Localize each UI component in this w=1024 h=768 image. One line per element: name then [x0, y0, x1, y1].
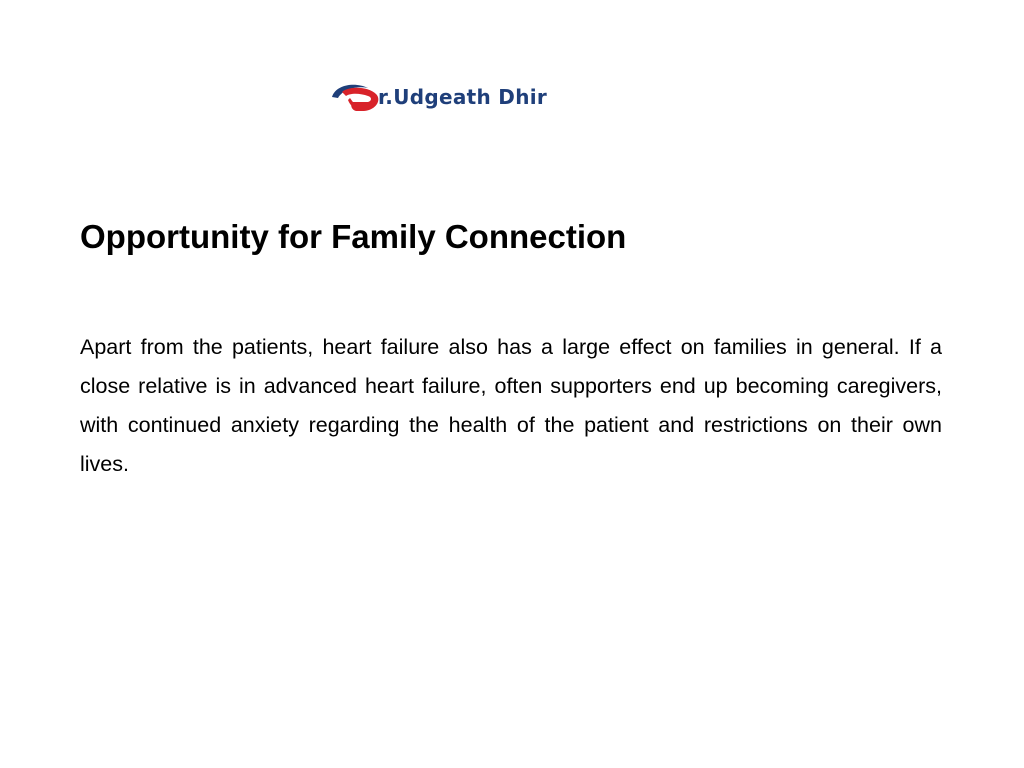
slide-body-text: Apart from the patients, heart failure also has a large effect on families in general. If a close relative is in advanced heart failure, often supporters end up becoming caregivers, with continued anxiety regarding the health of the patient and restrictions on their own lives.	[80, 335, 942, 476]
slide-title: Opportunity for Family Connection	[80, 218, 627, 255]
logo-text: r.Udgeath Dhir	[378, 85, 548, 109]
logo	[328, 80, 547, 114]
